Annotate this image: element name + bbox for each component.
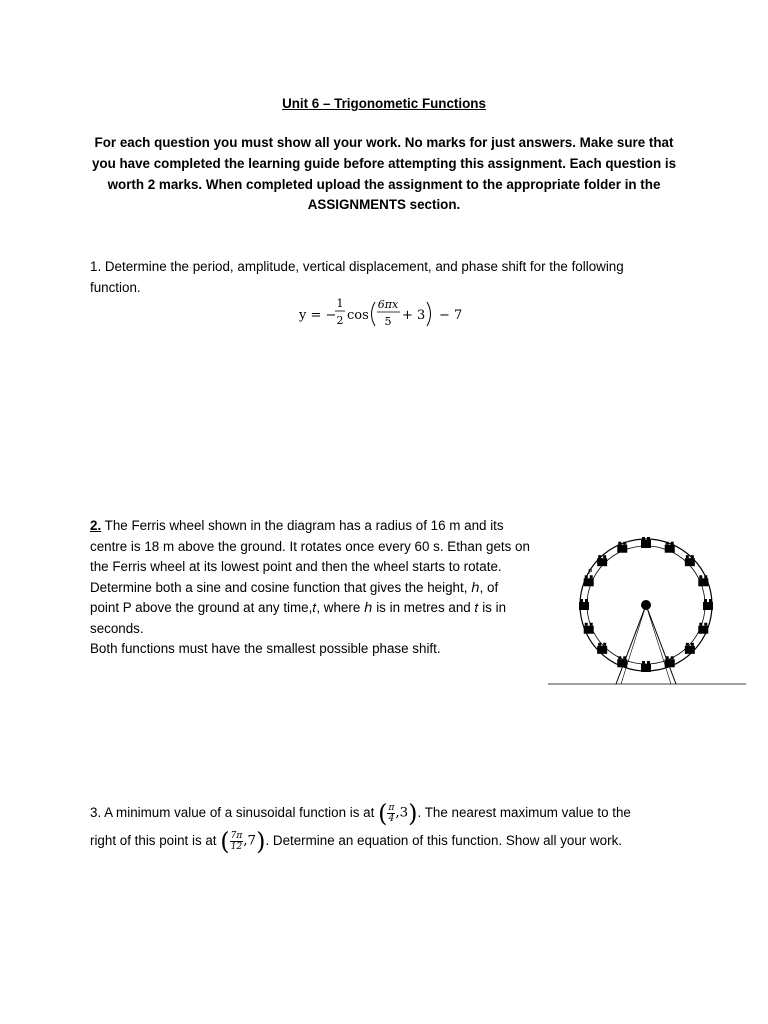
point-1-y: ,3: [395, 805, 409, 821]
support-leg-left: [616, 605, 646, 684]
gondola: [641, 661, 651, 672]
gondola: [685, 555, 695, 566]
point-p-marker: P: [588, 568, 593, 576]
eq-frac1-num: 1: [336, 297, 344, 310]
gondola: [698, 575, 708, 586]
question-1-equation: [0, 294, 768, 334]
question-3-line-1: [90, 799, 690, 833]
gondola: [703, 599, 713, 610]
point-1-x-den: 4: [388, 814, 395, 824]
question-3-text-3: right of this point is at: [90, 833, 221, 849]
question-2-body: The Ferris wheel shown in the diagram has a radius of 16 m and its centre is 18 m above the ground. It rotates once every 60 s. Ethan gets on the Ferris wheel at its lowest point and then the wheel starts to rotate. Determine both a sine and cosine function that gives the height, ℎ, of point P above the ground at any time,𝑡, where ℎ is in metres and 𝑡 is in seconds.: [90, 518, 530, 636]
gondola: [579, 599, 589, 610]
support-leg-right: [646, 605, 676, 684]
eq-inner-tail: + 3: [402, 308, 426, 323]
support-leg-right-inner: [646, 605, 671, 684]
support-leg-left-inner: [621, 605, 646, 684]
point-2-x: [230, 831, 244, 852]
ferris-wheel-diagram: [548, 525, 748, 690]
question-2-number: 2.: [90, 518, 102, 533]
eq-lhs: y = −: [299, 308, 337, 323]
question-3-text-4: . Determine an equation of this function. Show all your work.: [265, 833, 622, 849]
eq-frac2-den: 5: [384, 315, 392, 328]
question-3-text-2: . The nearest maximum value to the: [417, 805, 631, 821]
gondola: [665, 656, 675, 667]
question-1-line-1: 1. Determine the period, amplitude, vertical displacement, and phase shift for the following: [90, 259, 624, 274]
point-1-x-num: π: [388, 803, 395, 813]
gondola: [597, 555, 607, 566]
gondola: [584, 623, 594, 634]
instructions-paragraph: For each question you must show all your work. No marks for just answers. Make sure that you have completed the learning guide before attempting this assignment. Each question is worth 2 marks. When completed upload the assignment to the appropriate folder in the ASSIGNMENTS section.: [91, 135, 677, 213]
eq-tail: − 7: [439, 308, 463, 323]
paren-close: ): [256, 827, 266, 856]
gondola: [584, 575, 594, 586]
point-2-y: ,7: [243, 833, 257, 849]
eq-frac1-den: 2: [336, 314, 344, 327]
eq-paren-left: [372, 302, 376, 326]
question-3-text-1: 3. A minimum value of a sinusoidal function is at: [90, 805, 379, 821]
page-title: Unit 6 – Trigonometic Functions: [282, 96, 486, 111]
question-1-text: [90, 257, 690, 298]
paren-close: ): [408, 799, 418, 828]
point-2-x-den: 12: [230, 842, 243, 852]
question-1-line-2: function.: [90, 279, 141, 295]
eq-func: cos: [347, 308, 369, 323]
paren-open: (: [378, 799, 388, 828]
paren-open: (: [220, 827, 230, 856]
question-2-note: Both functions must have the smallest possible phase shift.: [90, 641, 441, 656]
eq-frac2-num: 6πx: [377, 298, 399, 311]
equation-svg: [299, 294, 469, 334]
gondola: [698, 623, 708, 634]
eq-paren-right: [427, 302, 431, 326]
question-2-text: [90, 516, 530, 660]
gondola: [617, 656, 627, 667]
point-2-x-num: 7π: [230, 831, 243, 841]
question-3-line-2: [90, 827, 690, 861]
